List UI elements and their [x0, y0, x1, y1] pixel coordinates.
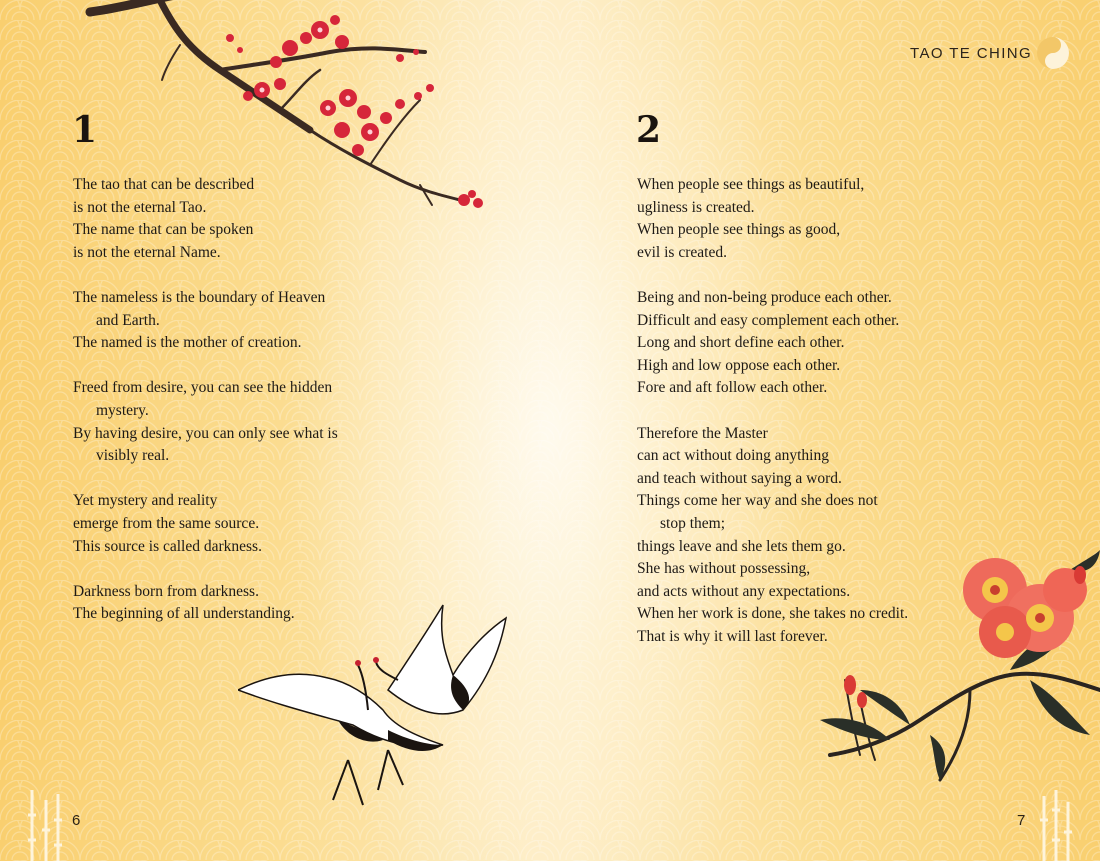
poem-line: visibly real.	[96, 447, 170, 465]
poem-line: Being and non-being produce each other.	[637, 288, 892, 306]
poem-line: The name that can be spoken	[73, 221, 254, 239]
poem-line: and acts without any expectations.	[637, 582, 851, 600]
poem-line: When people see things as beautiful,	[637, 176, 865, 193]
poem-line: is not the eternal Name.	[73, 243, 221, 261]
poem-line: emerge from the same source.	[73, 514, 260, 532]
poem-line: The nameless is the boundary of Heaven	[73, 288, 326, 306]
stanza	[637, 174, 967, 264]
poem-line: mystery.	[96, 401, 149, 419]
stanza	[637, 287, 967, 400]
poem-line: Darkness born from darkness.	[73, 582, 259, 600]
poem-text	[637, 174, 967, 671]
poem-line: Difficult and easy complement each other.	[637, 311, 900, 329]
poem-line: evil is created.	[637, 243, 727, 261]
stanza	[73, 490, 403, 558]
poem-line: Things come her way and she does not	[637, 492, 878, 510]
poem-line: Fore and aft follow each other.	[637, 379, 828, 397]
poem-line: This source is called darkness.	[73, 537, 262, 555]
stanza	[637, 423, 967, 649]
running-head-title: TAO TE CHING	[910, 45, 1033, 62]
poem-line: Freed from desire, you can see the hidden	[73, 379, 333, 397]
poem-line: can act without doing anything	[637, 447, 829, 465]
poem-line: That is why it will last forever.	[637, 627, 828, 645]
poem-line: By having desire, you can only see what is	[73, 424, 338, 442]
page-number: 6	[72, 812, 81, 829]
stanza	[73, 287, 403, 355]
poem-line: ugliness is created.	[637, 198, 755, 216]
poem-line: The tao that can be described	[73, 176, 255, 193]
yin-yang-icon	[1036, 36, 1070, 70]
poem-line: things leave and she lets them go.	[637, 537, 846, 555]
page-number: 7	[1017, 812, 1026, 829]
poem-line: High and low oppose each other.	[637, 356, 841, 374]
poem-text	[73, 174, 403, 648]
poem-line: is not the eternal Tao.	[73, 198, 207, 216]
stanza	[73, 377, 403, 467]
poem-line: Therefore the Master	[637, 424, 768, 442]
chapter-number: 1	[72, 109, 98, 151]
poem-line: The beginning of all understanding.	[73, 605, 295, 623]
poem-line: Yet mystery and reality	[73, 492, 218, 510]
poem-line: She has without possessing,	[637, 560, 811, 578]
poem-line: When people see things as good,	[637, 221, 841, 239]
stanza	[73, 174, 403, 264]
poem-line: and teach without saying a word.	[637, 469, 842, 487]
poem-line: The named is the mother of creation.	[73, 334, 302, 352]
right-page	[550, 0, 1100, 861]
poem-line: and Earth.	[96, 311, 160, 329]
chapter-number: 2	[636, 109, 662, 151]
poem-line: Long and short define each other.	[637, 334, 845, 352]
poem-line: stop them;	[660, 514, 726, 532]
poem-line: When her work is done, she takes no credit.	[637, 605, 909, 623]
stanza	[73, 581, 403, 626]
